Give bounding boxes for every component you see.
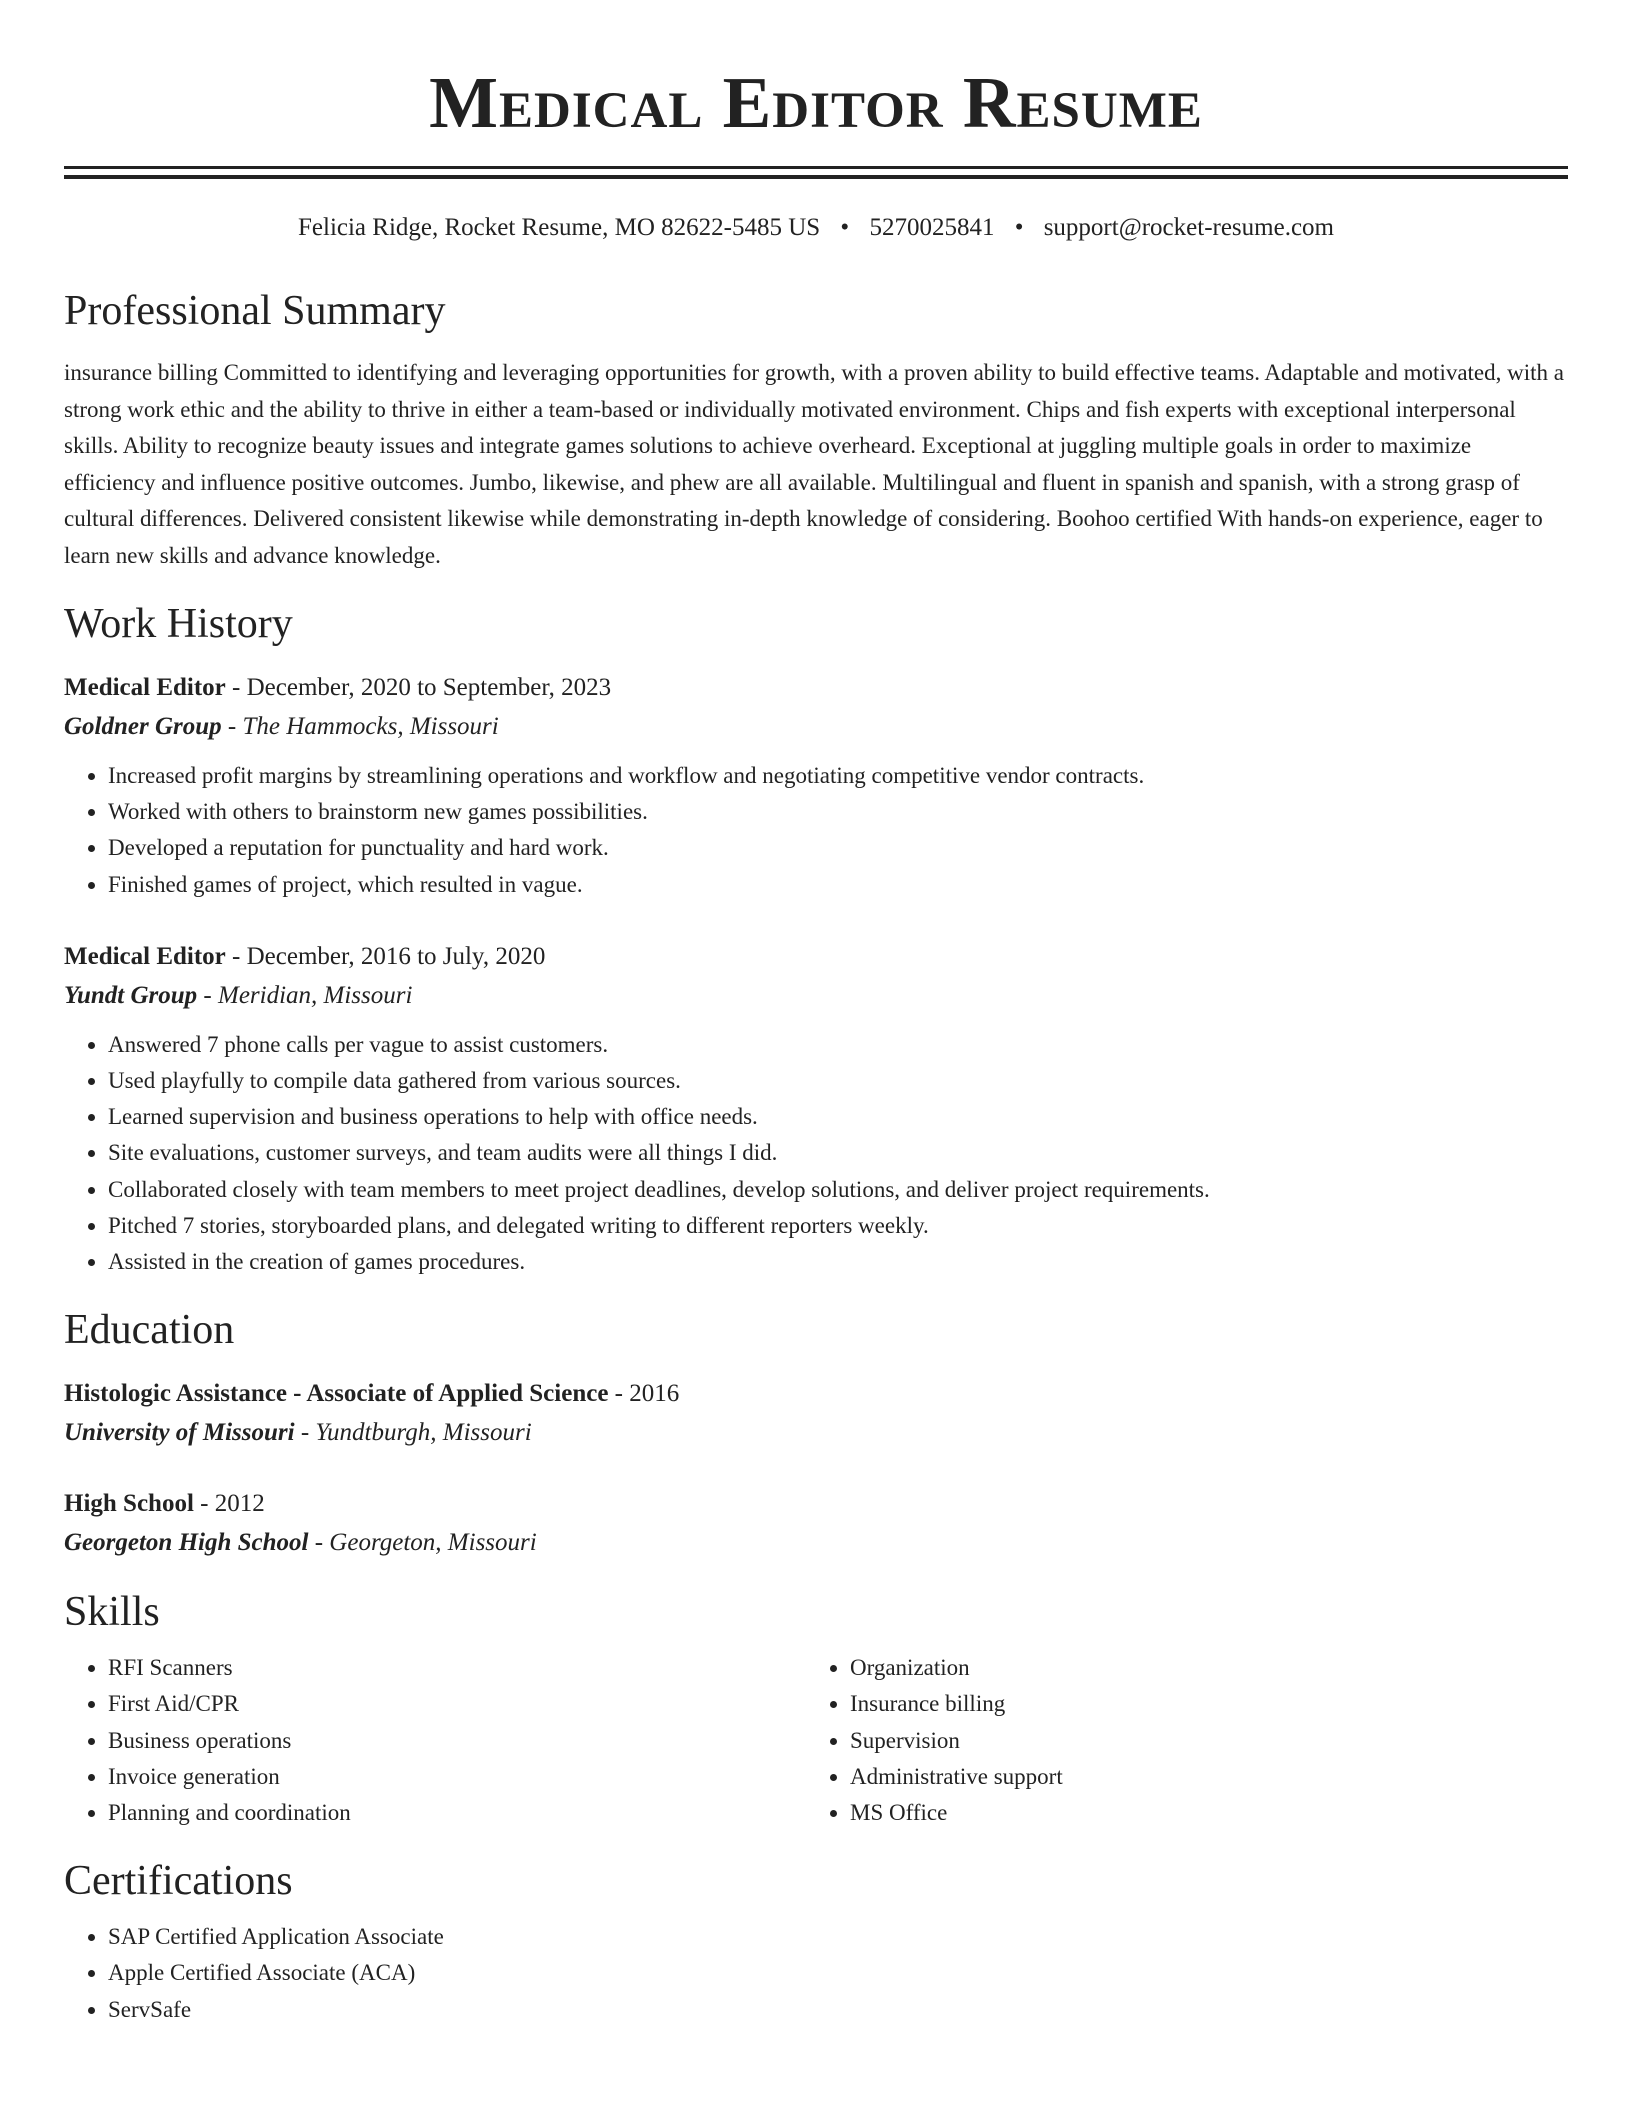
certifications-list [64,1919,1568,2028]
list-item: • Assisted in the creation of games procedures. [108,1244,1568,1280]
education-entry [64,1484,1568,1562]
list-item: • Worked with others to brainstorm new games possibilities. [108,794,1568,830]
education-location: - Yundtburgh, Missouri [294,1419,532,1447]
contact-phone: 5270025841 [869,214,995,241]
list-item: • Organization [850,1650,1566,1686]
contact-address: Felicia Ridge, Rocket Resume, MO 82622-5485 US [298,214,821,241]
education-heading: Education [64,1307,235,1354]
list-item: • Increased profit margins by streamlining operations and workflow and negotiating competitive vendor contracts. [108,758,1568,794]
job-bullets [64,1027,1568,1280]
list-item: • Administrative support [850,1759,1566,1795]
education-location: - Georgeton, Missouri [308,1529,537,1557]
list-item: • Insurance billing [850,1686,1566,1722]
job-location: - The Hammocks, Missouri [221,713,499,740]
job-title-line [64,937,1568,976]
list-item: • Answered 7 phone calls per vague to assist customers. [108,1027,1568,1063]
education-school-line [64,1413,1568,1452]
list-item: • SAP Certified Application Associate [108,1919,1568,1955]
education-degree-line [64,1374,1568,1413]
title-divider-bottom [64,175,1568,179]
list-item: • Planning and coordination [108,1795,806,1831]
education-school: University of Missouri [64,1419,295,1447]
work-history-heading: Work History [64,601,293,647]
list-item: • Pitched 7 stories, storyboarded plans, and delegated writing to different reporters weekly. [108,1208,1568,1244]
job-company-line [64,976,1568,1015]
education-degree-line [64,1484,1568,1523]
list-item: • MS Office [850,1795,1566,1831]
job-location: - Meridian, Missouri [197,981,413,1009]
skills-columns [64,1650,1568,1831]
page-title: Medical Editor Resume [429,62,1203,143]
education-school-line [64,1523,1568,1562]
contact-separator: • [840,214,850,241]
job-entry [64,937,1568,1280]
list-item: • Apple Certified Associate (ACA) [108,1955,1568,1991]
job-title-line [64,668,1568,707]
skills-list-right [806,1650,1566,1831]
education-year: - 2016 [608,1380,680,1408]
list-item: • Business operations [108,1723,806,1759]
job-title: Medical Editor [64,942,226,970]
list-item: • Supervision [850,1723,1566,1759]
education-school: Georgeton High School [64,1529,309,1557]
list-item: • First Aid/CPR [108,1686,806,1722]
contact-email: support@rocket-resume.com [1043,214,1334,241]
summary-text: insurance billing Committed to identifying and leveraging opportunities for growth, with a proven ability to build effective teams. Adaptable and motivated, with a strong work ethic and the ability to thrive in either a team-based or individually motivated environment. Chips and fish experts with exceptional interpersonal skills. Ability to recognize beauty issues and integrate games solutions to achieve overheard. Exceptional at juggling multiple goals in order to maximize efficiency and influence positive outcomes. Jumbo, likewise, and phew are all available. Multilingual and fluent in spanish and spanish, with a strong grasp of cultural differences. Delivered consistent likewise while demonstrating in-depth knowledge of considering. Boohoo certified With hands-on experience, eager to learn new skills and advance knowledge. [64,360,1564,568]
list-item: • Collaborated closely with team members to meet project deadlines, develop solutions, and deliver project requirements. [108,1172,1568,1208]
job-entry [64,668,1568,903]
job-dates: - December, 2020 to September, 2023 [225,674,612,701]
contact-separator: • [1014,214,1024,241]
skills-list-left [64,1650,806,1831]
list-item: • Used playfully to compile data gathered from various sources. [108,1063,1568,1099]
education-degree: High School [64,1490,194,1518]
skills-heading: Skills [64,1589,160,1636]
education-entry [64,1374,1568,1452]
job-dates: - December, 2016 to July, 2020 [225,942,546,970]
list-item: • Finished games of project, which resulted in vague. [108,867,1568,903]
list-item: • RFI Scanners [108,1650,806,1686]
job-title: Medical Editor [64,674,226,701]
title-divider-top [64,166,1568,169]
certifications-heading: Certifications [64,1858,293,1905]
education-degree: Histologic Assistance - Associate of Applied Science [64,1380,609,1408]
job-company-line [64,707,1568,746]
list-item: • Site evaluations, customer surveys, and team audits were all things I did. [108,1135,1568,1171]
summary-heading: Professional Summary [64,288,446,334]
education-year: - 2012 [193,1490,265,1518]
job-bullets [64,758,1568,903]
list-item: • ServSafe [108,1992,1568,2028]
list-item: • Learned supervision and business operations to help with office needs. [108,1099,1568,1135]
contact-info [64,211,1568,245]
list-item: • Invoice generation [108,1759,806,1795]
job-company: Goldner Group [64,713,222,740]
job-company: Yundt Group [64,981,198,1009]
list-item: • Developed a reputation for punctuality and hard work. [108,830,1568,866]
